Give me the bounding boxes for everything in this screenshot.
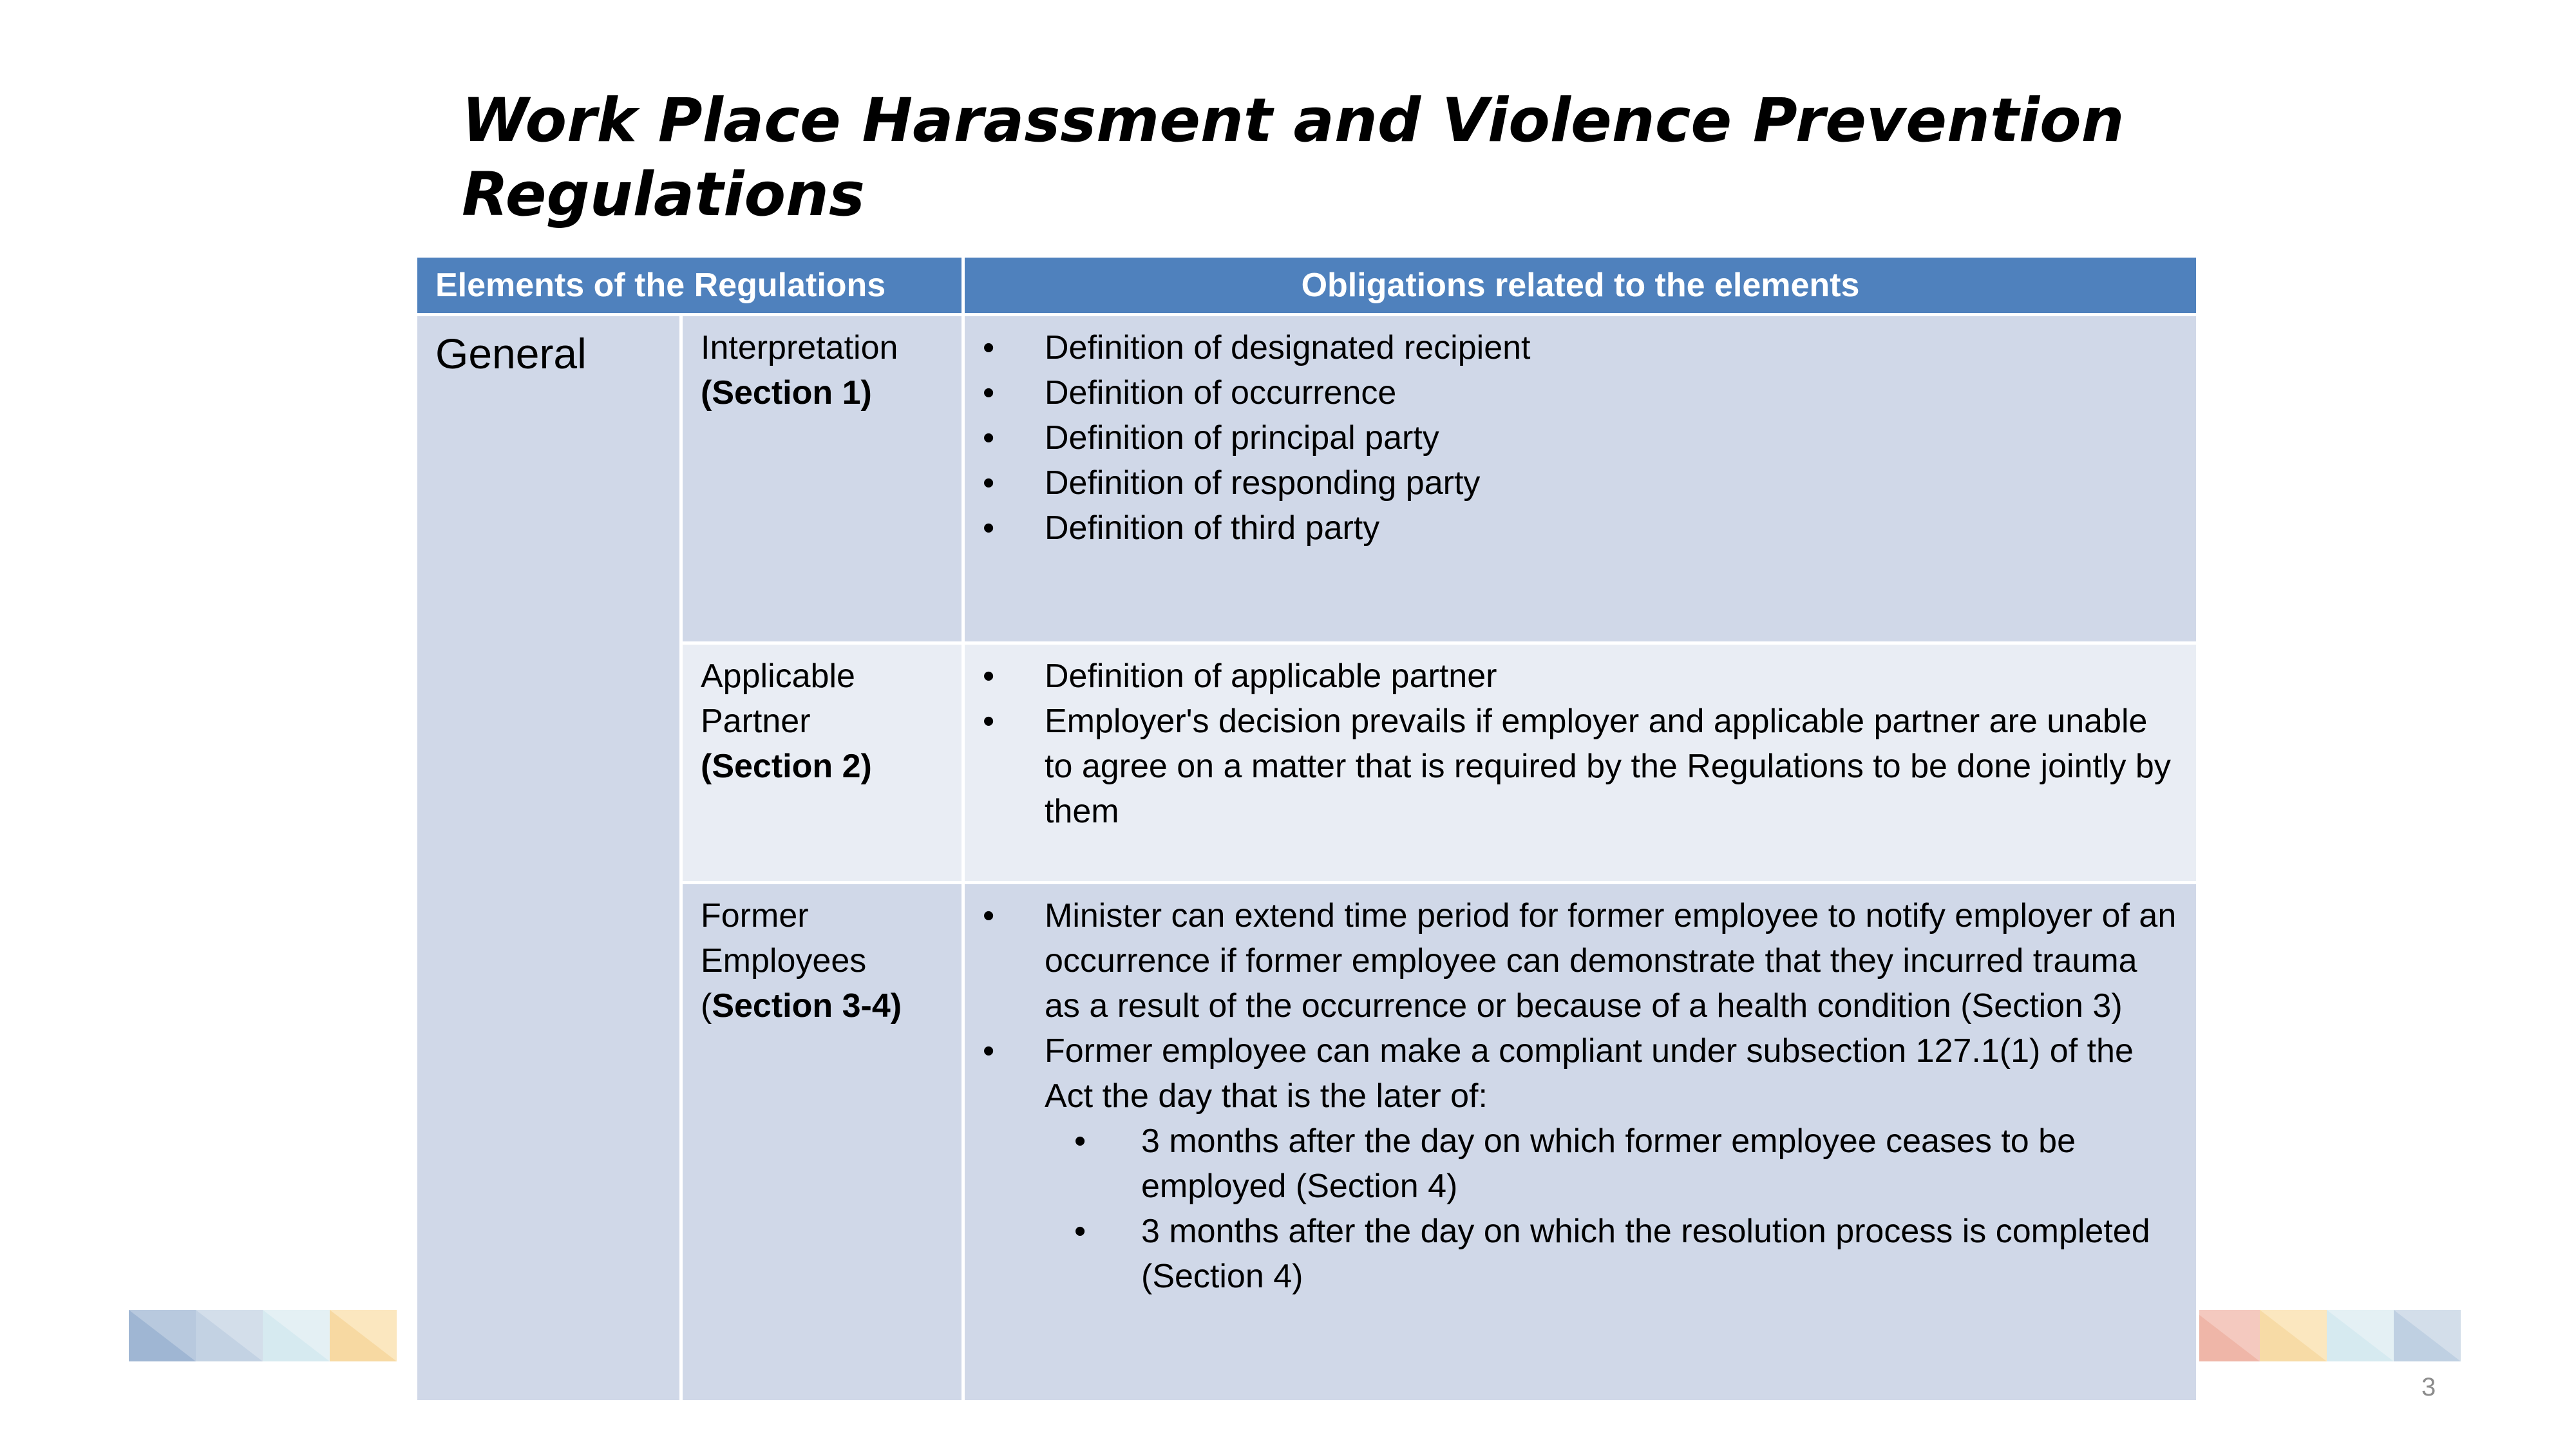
element-section: (Section 1) xyxy=(701,374,872,412)
element-former-employees xyxy=(681,883,963,1402)
element-section-open: ( xyxy=(701,987,712,1025)
decorative-band-left xyxy=(129,1310,397,1361)
element-section-line xyxy=(701,983,949,1028)
regulations-table xyxy=(414,254,2199,1403)
slide-title: Work Place Harassment and Violence Prevention Regulations xyxy=(462,86,2125,230)
sub-list-item: • 3 months after the day on which former employee ceases to be employed (Section 4) xyxy=(965,1119,2177,1209)
sub-list-item: • 3 months after the day on which the resolution process is completed (Section 4) xyxy=(965,1209,2177,1299)
element-section: (Section 2) xyxy=(701,748,872,785)
page-number: 3 xyxy=(2421,1373,2436,1401)
element-section: Section 3-4) xyxy=(712,987,902,1025)
list-item: • Definition of applicable partner xyxy=(965,654,2177,699)
element-interpretation xyxy=(681,315,963,643)
list-item: • Definition of third party xyxy=(965,506,2177,551)
list-item: • Employer's decision prevails if employer and applicable partner are unable to agree on a matter that is required by the Regulations to be done jointly by them xyxy=(965,699,2177,834)
element-label: Former xyxy=(701,897,809,934)
header-elements: Elements of the Regulations xyxy=(416,256,963,315)
list-item: • Former employee can make a compliant under subsection 127.1(1) of the Act the day that is the later of: xyxy=(965,1028,2177,1119)
obligations-interpretation xyxy=(963,315,2198,643)
decorative-band-right xyxy=(2193,1310,2461,1361)
list-item: • Definition of occurrence xyxy=(965,370,2177,415)
element-label: Applicable xyxy=(701,658,855,695)
element-label: Interpretation xyxy=(701,329,898,366)
list-item: • Definition of designated recipient xyxy=(965,325,2177,370)
element-applicable-partner xyxy=(681,643,963,883)
obligations-former-employees xyxy=(963,883,2198,1402)
obligations-applicable-partner xyxy=(963,643,2198,883)
list-item: • Definition of responding party xyxy=(965,460,2177,506)
element-label: Partner xyxy=(701,703,811,740)
group-general: General xyxy=(416,315,681,1402)
list-item: • Minister can extend time period for former employee to notify employer of an occurrence if former employee can demonstrate that they incurred trauma as a result of the occurrence or because of a health condition (Section 3) xyxy=(965,893,2177,1028)
element-label: Employees xyxy=(701,942,867,980)
header-obligations: Obligations related to the elements xyxy=(963,256,2198,315)
list-item: • Definition of principal party xyxy=(965,415,2177,460)
